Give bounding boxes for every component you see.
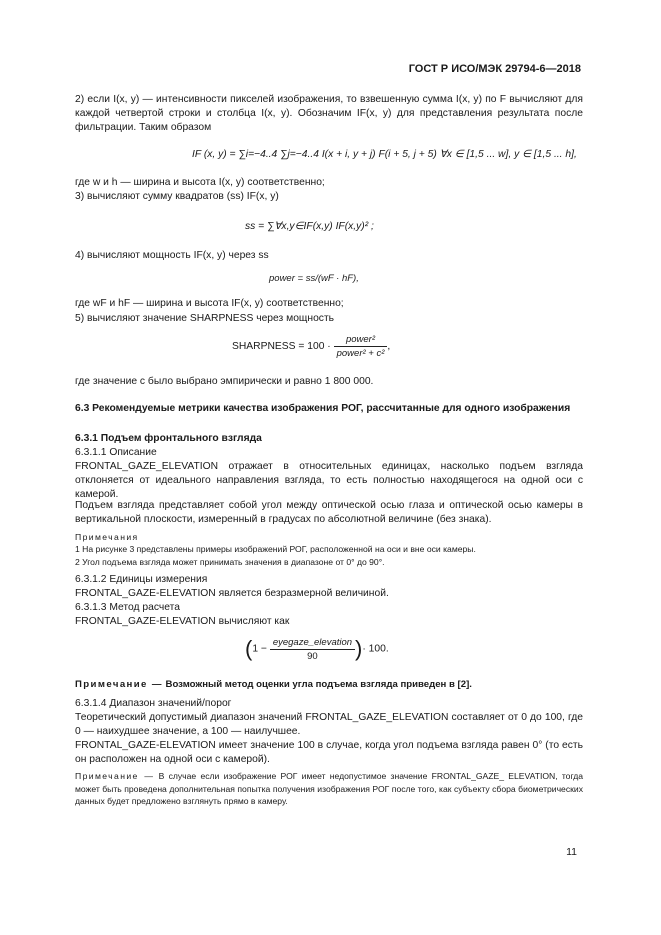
heading-6-3-1-2: 6.3.1.2 Единицы измерения [75, 574, 208, 585]
formula-sharpness [232, 334, 390, 359]
paragraph-item-4: 4) вычисляют мощность IF(x, y) через ss [75, 250, 269, 261]
paragraph-range-2: FRONTAL_GAZE-ELEVATION имеет значение 100 в случае, когда угол подъема взгляда равен 0° (то есть он расположен на одной оси с камерой). [75, 740, 583, 766]
formula-gaze-elevation: (1 − $\frac{\text{eyegaze\_elevation}}{90}$ )· 100. [245, 636, 389, 662]
note-2: 2 Угол подъема взгляда может принимать значения в диапазоне от 0° до 90°. [75, 557, 385, 567]
heading-6-3-1-3: 6.3.1.3 Метод расчета [75, 602, 180, 613]
formula-power: power = ss/(wF · hF), [269, 273, 359, 284]
heading-6-3-1: 6.3.1 Подъем фронтального взгляда [75, 433, 262, 444]
note-4-label: Примечание — [75, 771, 155, 781]
formula-gaze-fraction [270, 637, 355, 662]
formula-sharpness-lhs: SHARPNESS = 100 · [232, 341, 331, 353]
note-3-label: Примечание — [75, 679, 163, 690]
formula-gaze-pre: 1 − [252, 643, 267, 655]
formula-sharpness-fraction [334, 334, 391, 359]
paragraph-units: FRONTAL_GAZE-ELEVATION является безразмерной величиной. [75, 588, 389, 599]
paragraph-description-2: Подъем взгляда представляет собой угол между оптической осью глаза и оптической осью камеры в вертикальной плоскости, измеренный в градусах по абсолютной величине (без знака). [75, 500, 583, 526]
formula-sum-of-squares: ss = ∑∀x,y∈IF(x,y) IF(x,y)² ; [245, 221, 374, 232]
paragraph-range-1: Теоретический допустимый диапазон значений FRONTAL_GAZE_ELEVATION составляет от 0 до 100, где 0 — наихудшее значение, а 100 — наилучшее. [75, 712, 583, 738]
heading-6-3-1-4: 6.3.1.4 Диапазон значений/порог [75, 698, 232, 709]
formula-filter-sum: IF (x, y) = ∑i=−4..4 ∑j=−4..4 I(x + i, y + j) F(i + 5, j + 5) ∀x ∈ [1,5 ... w], y ∈ [1,5 ... h], [192, 149, 577, 160]
paragraph-where-wF-hF: где wF и hF — ширина и высота IF(x, y) соответственно; [75, 298, 344, 309]
paragraph-where-c: где значение c было выбрано эмпирически и равно 1 800 000. [75, 376, 374, 387]
formula-sharpness-denominator: power² + c² [336, 348, 385, 359]
paragraph-where-wh: где w и h — ширина и высота I(x, y) соответственно; [75, 177, 325, 188]
formula-sharpness-tail: , [387, 341, 391, 353]
page-number: 11 [566, 846, 577, 858]
note-4 [75, 770, 583, 808]
heading-6-3: 6.3 Рекомендуемые метрики качества изображения РОГ, рассчитанные для одного изображения [75, 403, 571, 414]
note-4-text: В случае если изображение РОГ имеет недопустимое значение FRONTAL_GAZE_ ELEVATION, тогда может быть проведена дополнительная попытка получения изображения РОГ после того, как субъекту сбора биометрических данных будет предложено взглянуть прямо в камеру. [75, 771, 583, 806]
formula-gaze-numerator: eyegaze_elevation [270, 637, 355, 650]
formula-sharpness-numerator: power² [334, 334, 388, 347]
paragraph-item-2: 2) если I(x, y) — интенсивности пикселей изображения, то взвешенную сумма I(x, y) по F вычисляют для каждой четвертой строки и столбца I(x, y). Обозначим IF(x, y) для представления результата после фильтрации. Таким образом [75, 94, 583, 134]
paragraph-calc: FRONTAL_GAZE-ELEVATION вычисляют как [75, 616, 290, 627]
heading-6-3-1-1: 6.3.1.1 Описание [75, 447, 157, 458]
paragraph-item-5: 5) вычисляют значение SHARPNESS через мощность [75, 313, 335, 324]
notes-title: Примечания [75, 532, 139, 542]
note-3-text: Возможный метод оценки угла подъема взгляда приведен в [2]. [165, 679, 472, 690]
paragraph-description-1: FRONTAL_GAZE_ELEVATION отражает в относительных единицах, насколько подъем взгляда отклоняется от идеального направления взгляда, то есть полностью находящегося на одной оси с камерой. [75, 461, 583, 501]
note-3 [75, 678, 583, 692]
paragraph-item-3: 3) вычисляют сумму квадратов (ss) IF(x, y) [75, 191, 279, 202]
formula-gaze-post: · 100. [362, 643, 389, 655]
document-header: ГОСТ Р ИСО/МЭК 29794-6—2018 [408, 63, 581, 75]
note-1: 1 На рисунке 3 представлены примеры изображений РОГ, расположенной на оси и вне оси камеры. [75, 544, 476, 554]
formula-gaze-denominator: 90 [307, 650, 318, 662]
